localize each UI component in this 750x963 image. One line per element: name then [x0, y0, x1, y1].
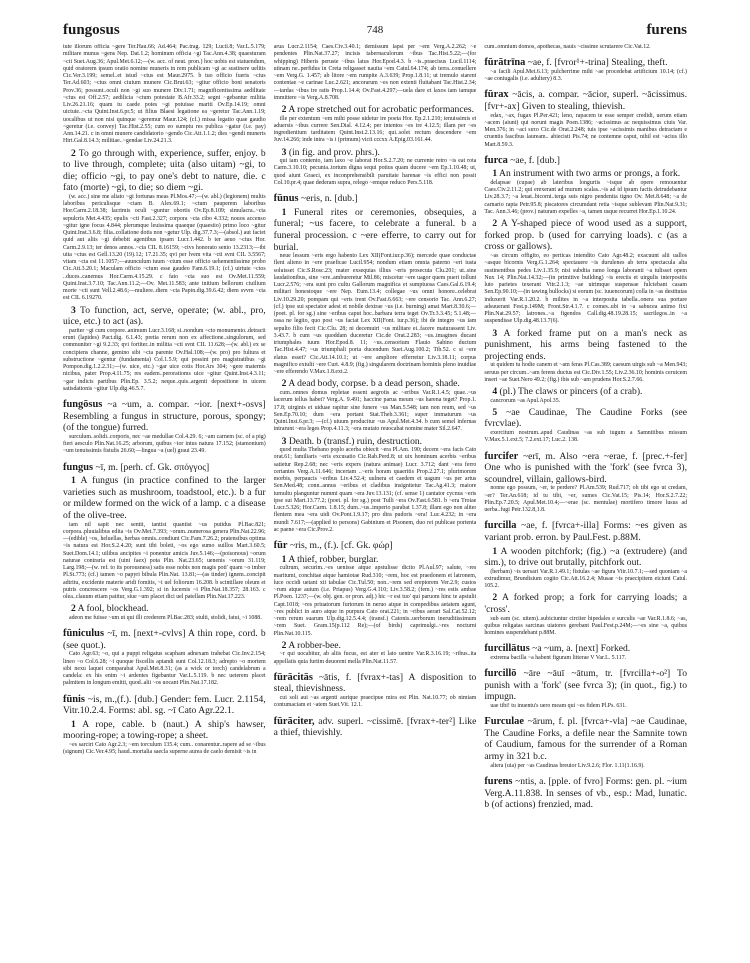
entry-definition: ~erī, m. Also ~era ~erae, f. [prec.+-fer] One who is punished with the 'fork' (see fvrca 3), scoundrel, villain, gallows-bird.: [484, 450, 688, 485]
sense-number: 1: [71, 718, 76, 730]
sense-text: A fool, blockhead.: [77, 603, 149, 615]
citation-block: uae tibi! tu inuentu's uero meam qui ~es fidem Pl.Ps. 631.: [490, 703, 627, 710]
page-number: 748: [366, 24, 384, 36]
headword: furens: [484, 775, 513, 787]
sense-definition: [274, 147, 477, 159]
citation-block: nonne ego possum, ~er, te perdere? Pl.Am.539; Rud.717; oh tibi ego ut credam, ~er? Ter.An.618; id tu tibi, ~er, sumes Cic.Vat.15; Pis.14; Hor.S.2.7.22; Plin.Ep.7.20.5; Apul.Met.10.4;—~erae (sc. mentulae) mortifero timore lusus ad uerba..fugi Petr.132.8,1.8.: [484, 485, 688, 514]
citation-block: altera (uia) per ~as Caudinas breuior Liv.9.2.6; Flor. 1.11(1.16.9).: [490, 762, 645, 769]
sense-definition: [484, 386, 687, 398]
sense-number: 1: [281, 553, 287, 565]
sense-number: 2: [71, 603, 76, 615]
entry-header: [274, 540, 477, 552]
sense-definition: [63, 305, 266, 328]
left-guide-word: fungosus: [63, 22, 120, 38]
citation-block: (herbam) ~is uersari Var.R.1.49.1; fistulas ~ae figura Vitr.10.7.1;—sed quoniam ~a extrudimur, Brundisium cogito Cic.Att.16.2.4; Musae ~is praecipitem eiciunt Catul. 105.2.: [484, 568, 688, 590]
entry-header: [274, 193, 477, 205]
sense-number: 2: [492, 592, 498, 604]
right-guide-word: furens: [646, 22, 687, 38]
dictionary-entry: [274, 672, 477, 695]
sense-definition: [63, 603, 266, 615]
headword: fūr: [273, 540, 288, 552]
sense-number: 2: [71, 147, 76, 159]
sense-definition: [484, 168, 687, 180]
sense-definition: [63, 719, 266, 742]
citation-block: delapsae (cupae) ab lateribus longuriis ~isque ab opere remouentur Caes.Civ.2.11.2; qui erexerant ad murum scalas..~is ad id ipsum factis detrudebantur Liv.28.3.7; ~a leuat..bicorni..terga suis nigro pendentia tigno Ov. Met.8.648; ~a de carnario rapta Petr.95.8; piscatores circumdant retia ~isque sublevant Plin.Nat.9.31; Tac. Ann.3.46; (prov.) naturam expelles ~a, tamen usque recurret Hor.Ep.1.10.24.: [484, 179, 688, 215]
citation-block: ~es sarciri Cato Agr.2.3; ~em torculum 135.4; cum.. conarentur..rapere ad se ~ibus (signum) Cic.Ver.4.95; haud..mortalia saecla superne aurea de caelo demisit ~is in: [63, 741, 266, 756]
sense-number: 2: [281, 639, 287, 651]
sense-definition: [274, 554, 477, 566]
headword: Furculae: [484, 716, 524, 728]
sense-text: A Y-shaped piece of wood used as a support, forked prop. b (used for carrying loads). c (as a cross or gallows).: [484, 218, 688, 253]
dictionary-entry: [274, 540, 477, 552]
headword: fūnus: [273, 193, 299, 205]
entry-definition: ~ācis, a. compar. ~ācior, superl. ~ācissimus. [fvr+-ax] Given to stealing, thievish.: [484, 89, 688, 112]
dictionary-entry: [274, 193, 477, 205]
headword: fūnis: [63, 693, 85, 705]
sense-text: A robber-bee.: [288, 639, 341, 651]
sense-definition: [274, 207, 477, 253]
sense-text: A rope, cable. b (naut.) A ship's hawser, mooring-rope; a towing-rope; a sheet.: [63, 718, 266, 742]
dictionary-columns: [63, 44, 687, 811]
sense-text: A fungus (in practice confined to the larger varieties such as mushroom, toadstool, etc.). b a fur or mildew formed on the wick of a lamp. c a disease of the olive-tree.: [63, 475, 266, 521]
sense-definition: [274, 104, 477, 116]
entry-definition: ~ris, m., (f.). [cf. Gk. φώρ]: [289, 540, 393, 552]
entry-header: [484, 776, 687, 811]
entry-definition: ~ātis, f. [fvrax+-tas] A disposition to steal, thievishness.: [273, 671, 477, 695]
dictionary-entry: [484, 520, 687, 543]
citation-block: edax, ~ax, fugax Pl.Per.421; leno, rapacem te esse semper credidi, uerum etiam ~acem (aiunt) qui norunt magis Poen.1386; ~acissimus ac nequissimus ciuis Var. Men.376; in ~aci suτο Cic.de Orat.2.248; tuis ipse ~acissimis manibus detractam e cruentis fascibus lauream.. abiecisti Pis.74; ne contemne caput, nihil est ~acius illo Mart.8.59.3.: [484, 112, 688, 148]
headword: furcillō: [484, 668, 517, 680]
entry-definition: ~eris, n. [dub.]: [300, 193, 358, 205]
sense-text: A rope stretched out for acrobatic performances.: [288, 104, 475, 115]
entry-header: [274, 716, 477, 739]
dictionary-entry: [484, 89, 687, 112]
dictionary-entry: [484, 451, 687, 486]
sense-text: A wooden pitchfork; (fig.) ~a (extrudere) (and sim.), to drive out brutally, pitchfork out.: [484, 545, 688, 569]
dictionary-entry: [63, 399, 266, 434]
headword: fūrātrīna: [484, 57, 526, 69]
entry-header: [484, 643, 687, 655]
sense-text: To go through with, experience, suffer, enjoy. b to live through, complete; uita (also uitam) ~gi, to die; officio ~gi, to pay one's debt to nature, die. c fato (morte) ~gi, to die; so diem ~gi.: [63, 147, 266, 194]
citation-block: adeon me fuisse ~um ut qui illi crederem Pl.Bac.283; stulti, stolidi, fatui, ~i 1088.: [69, 614, 262, 621]
entry-header: [484, 668, 687, 703]
sense-text: (pl.) The claws or pincers (of a crab).: [499, 386, 643, 398]
column-right: [484, 44, 687, 811]
citation-block: extrema bacilla ~a habent figuram litterae V Var.L. 5.117.: [490, 655, 627, 661]
citation-block: surculum..solidi..corporis, nec ~ae medullae Col.4.29. 6; ~am carnem (sc. of a pig) fieri aesculo Plin.Nat.16.25; arborum, quibus ~ior intus natura 17.152; (stamonium) ~um tenuissimis fistulis 26.60;—lingua ~a (uel) graui 23.49.: [63, 433, 266, 455]
entry-header: [484, 451, 687, 486]
sense-definition: [484, 546, 687, 569]
entry-header: [274, 672, 477, 695]
sense-definition: [484, 407, 687, 430]
citation-block: qui iam contento, iam laxo ~e laborat Hor.S.2.7.20; ne currente retro ~is eat rota Carm.3.10.10; pecunia..tortum digna sequi potius quam ducere ~em Ep.1.10.48; ut, quod aiunt Graeci, ex inconprehensibili paruitate harenae ~is effici non possit Col.10.pr.4; quae dederam supra, relego ~emque reduco Pers.5.118.: [273, 158, 477, 186]
citation-block: ~r qui uocabitur, ab aliis fucus, est ater et lato uentre Var.R.3.16.19; ~ribus..ita appellatis quia furtim deuorent mella Plin.Nat.11.57.: [273, 651, 477, 665]
sense-definition: [484, 218, 687, 253]
entry-definition: adv. superl. ~cissimē. [fvrax+-ter²] Like a thief, thievishly.: [273, 715, 477, 739]
sense-number: 3: [281, 435, 287, 447]
citation-block: cum..omnium domos, apothecas, nauis ~cissime scrutarere Cic.Vat.12.: [484, 44, 651, 50]
sense-number: 3: [281, 146, 287, 158]
entry-definition: ~is, m.,(f.). [dub.] Gender: fem. Lucr. 2.1154, Vitr.10.2.4. Forms: abl. sg. ~ī Cato Agr.22.1.: [63, 693, 266, 717]
sense-number: 3: [71, 304, 76, 316]
dictionary-entry: [63, 462, 266, 474]
entry-definition: ~a ~um, a. compar. ~ior. [next+-osvs] Resembling a fungus in structure, porous, spongy; (of the tongue) furred.: [63, 399, 266, 434]
sense-definition: [274, 378, 477, 390]
running-head: [0, 22, 750, 46]
headword: fūrax: [484, 89, 509, 101]
citation-block: ut quidem tu hodie canem et ~am feras Pl.Cas.389; caesum uirgis sub ~a Men.943; seruus per circum..~am ferens ductus est Cic.Div.1.55; Liv.2.36.10; hominis ceruicem inseri ~ae Suet.Nero 49.2; (fig.) ibis sub ~am prudens Hor.S.2.7.66.: [484, 362, 688, 383]
entry-header: [63, 628, 266, 651]
sense-definition: [63, 475, 266, 521]
citation-block: arua Lucr.2.1154; Caes.Civ.3.40.1; demissum lapsi per ~em Verg.A.2.262; ~e pendentes Plin.Nat.37.27; incisis tabernaculorum ~ibus Tac.Hist.5.22;—(for whipping) Hiberis peruste ~ibus latus Hor.Epod.4.3. b ~is..praecisus Lucil.1114; utinam ne..perfidus in Creta religasset nauita ~em Catul.64.174; ab terra..conuellere ~em Verg.G. 1.457; ab litore ~em rumpite A.3.639; Prop.1.8.11; ut tremulo starent contentae ~e carinae Luc.2.621; ancorarum ~es non extenti fluitabant Tac.Hist.2.34;—tardas ~ibus ire ratis Prop.1.14.4; Ov.Fast.4.297;—uela dare et laxos iam iamque immittere ~is Verg.A.8.708.: [273, 44, 477, 101]
citation-block: cancrorum ~as Apul.Apol.35.: [490, 397, 561, 404]
entry-definition: ~ī, m. [perh. cf. Gk. σπόγγος]: [95, 461, 210, 473]
sense-number: 1: [71, 475, 76, 487]
sense-definition: [274, 640, 477, 652]
entry-definition: ~ae, f. [dub.]: [510, 154, 560, 166]
sense-definition: [484, 592, 687, 615]
dictionary-entry: [484, 716, 687, 762]
citation-block: cui soli aui ~as argenti aurique praecipue mira est Plin. Nat.10.77; ob nimiam contumaciam et ~atem Suet.Vit. 12.1.: [273, 695, 477, 709]
entry-header: [484, 716, 687, 762]
sense-definition: [63, 148, 266, 194]
column-middle: [274, 44, 477, 811]
dictionary-entry: [484, 668, 687, 703]
citation-block: ~a facili Apul.Met.6.13; pulcherrime mihi ~ae procedebat artificium 10.14; (cf.) ~ae coniugalis (i.e. adultery) 8.3.: [484, 68, 688, 83]
sense-text: Death. b (transf.) ruin, destruction.: [288, 435, 423, 447]
sense-text: Funeral rites or ceremonies, obsequies, a funeral; ~us facere, to celebrate a funeral. b a funeral procession. c ~ere efferre, to carry out for burial.: [273, 206, 477, 253]
headword: furcilla: [484, 520, 517, 532]
sense-text: A forked frame put on a man's neck as punishment, his arms being fastened to the projecting ends.: [484, 327, 688, 362]
headword: fūrāciter,: [273, 715, 315, 727]
entry-header: [63, 399, 266, 434]
citation-block: ille per extentum ~em mihi posse uidetur ire poeta Hor. Ep.2.1.210; tenuissimis et aduersis ~ibus currere Sen.Dial. 4.12.4; per intentos ~es ire 4.12.5; illam per ~es ingredientium tarditatem Quint.Inst.2.13.16; qui..solet rectum descendere ~em Juv.14.266; inde intra ~is i (primum) vicit cccxx A.Epig.03.161.44.: [273, 115, 477, 144]
entry-definition: ~ārum, f. pl. [fvrca+-vla] ~ae Caudinae, The Caudine Forks, a defile near the Samnite town of Caudium, famous for the surrender of a Roman army in 321 b.c.: [484, 716, 688, 763]
headword: fūniculus: [63, 628, 105, 640]
sense-number: 5: [492, 406, 498, 418]
sense-number: 1: [492, 168, 498, 180]
entry-definition: ~ntis, a. [pple. of fvro] Forms: gen. pl. ~ium Verg.A.11.838. In senses of vb., esp.: Mad, lunatic. b (of actions) frenzied, mad.: [484, 775, 688, 811]
sense-definition: [484, 328, 687, 363]
citation-block: ~as circum offigito, eo perticas intendito Cato Agr.48.2; exacuunt alii uallos ~asque bicornis Verg.G.1.264; spectauere ~is durulenes ab terra spectacula alta sustinentibus pedes Liv.1.35.9; nisi subdita ramo longa laboranti ~a tulisset opem Nux 14; Plin.Nat.14.32;—(in primitive building) ~is erectis et uirgulis interpositis luto parietes texerant Vitr.2.1.3; ~ae utrimque suspensae fulciebant casam Sen.Ep.90.10;—(in tawing bullocks) si eorum (sc. iuuencorum) colla in ~as destitutas induxerit Var.R.1.20.2. b milites in ~a interposita tabella..onera sua portare adsuuerant Fest.p.149M; Front.Str.4.1.7. c comes..ubi in ~a sabucea animo fixi Plin.Nat.29.57; latrones..~a figendos Call.dig.48.19.28.15; sacrilegos..in ~a suspendisse Ulp.dig.48.13.7(6).: [484, 253, 688, 325]
headword: furcillātus: [484, 643, 530, 655]
entry-definition: ~āre ~āuī ~ātum, tr. [fvrcilla+-o²] To punish with a 'fork' (see fvrca 3); (in quot., fig.) to impugn.: [484, 668, 688, 703]
sense-number: 3: [492, 327, 498, 339]
column-left: [63, 44, 266, 811]
sense-number: 2: [281, 378, 287, 390]
citation-block: iam nil sapit nec sentit, tantist quantist ~us putidus Pl.Bac.821; corpora..pluuialibus edita ~is Ov.Met.7.393; ~orum..numerosa genera Plin.Nat.22.96;—(edible) ~os, heluellas, herbas omnis..condiunt Cic.Fam.7.26.2; pratensibus optima ~is natura est Hor.S.2.4.20; sunt tibi boleti, ~os ego sumo suillos Mart.3.60.5; Suet.Dom.14.1; uilibus ancipites ~i ponentur amicis Juv.5.146;—(poisonous) ~orum naturae contraria est (uini faex) pota Plin. Nat.23.65; uenenis ~orum 31.119; Larg.198;—(w. ref. to its porousness) satis esse nobis non magis poti' quam ~o imber Pl.St.773; (cf.) tamen ~o papyri bibula Plin.Nat. 13.81;—(as tinder) ignem..concipit adtritu, excidente materie aridi fomitis, ~i uel foliorum 16.208. b scintillare oleum et putris concrescere ~os Verg.G.1.392; si in lucernis ~i Plin.Nat.18.357; 28.163. c olea..clauum etiam patitur, siue ~um placet dici uel patellam Plin.Nat.17.223.: [63, 521, 266, 601]
sense-text: To function, act, serve, operate; (w. abl., pro, uice, etc.) to act (as).: [63, 304, 266, 328]
headword: furcifer: [484, 450, 519, 462]
dictionary-entry: [63, 694, 266, 717]
citation-block: (w. acc.) sine me aliato ~gi fortunas meas Pl.Mos.47;—(w. abl.) (legionem) multis laboribus periculisque ~ctam B. Alex.69.1; ~ctum pauperem laboribus Hor.Carm.2.18.38; lacrimis oculi ~guntur obortis Ov.Ep.8.109; simulacra..~cta sepulcris Met.4.435; epulis ~cti Fast.2.327; corpora ~cta cibo 4.332; nouos accenso ~gitur igne focus 4.844; plerumque leuissima quaeque (quaestio) primo loco ~gitur Quint.Inst.3.6.8; filia..collatione dotis non ~getur Ulp. dig.37.7.3;—(absol.) aut faciet quid aut aliis ~gi debebit agentibus ipsam Lucr.1.442. b ter aeuo ~ctus Hor. Carm.2.9.13; ter denos annos..~cta CIL 8.16159; ~ctvs honorato senio 13.2313;—ibi uita ~ctus est Gell.13.20 (19).12; 17.21.35; qvi per lvem vita ~cti svnt CIL 3.5567; vitam ~cta est 11.1057;—auunculum tuum ~ctum esse officio uehementissime probo Cic.Att.3.20.1; Maculam officio ~ctum esse gaudeo Fam.6.19.1; (cf.) uirtute ~ctos ..duces..canemus Hor.Carm.4.15.29. c fato ~cta suo est Ov.Met.11.559; Quint.Inst.3.7.10; Tac.Ann.11.2;—Ov. Met.11.583; ante initium bellorum ciuilium morte ~cti sunt Vell.2.48.6;—muliere..diem ~cta Papin.dig.39.6.42; diem svvm ~cta est CIL 6.19270.: [63, 193, 266, 302]
headword: fūrācitās: [273, 671, 313, 683]
citation-block: neue lessum ~eris ergo habento Lex XII(Font.iur.p.36); mercede quae conductae flent alieno in ~ere praeficae Lucil.954; nondum etiam omnia paterno ~eri iusta soluisset Cic.S.Rosc.23; mater exsequias illius ~eris prosecuta Clu.201; ut..sine laudationibus, sine ~ere..ambureretur Mil.86; miscetur ~ere uagor quem pueri tollunt Lucr.2.576; ~era sunt pro cultu Gallorum magnifica et sumptuosa Caes.Gal.6.19.4; militari honestoque ~ere Nep. Eum.13.4; collegae ~us omni honore..celebrat Liv.10.29.20; pompam qui ~eris irent Ov.Fast.6.663; ~ere censorio Tac. Ann.6.27; (cf.) ipse sui spectator adest et nobile dextrae ~us (i.e. burning) amat Mart.8.30.6;—(poet. pl. for sg.) sine ~eribus caput hoc..barbara terra teget Ov.Tr.3.3.45; 5.1.48;—ossa ne legito, quo post ~us faciat Lex XII(Font. iur.p.36); ibi de integro ~us iam sepulto filio fecit Cic.Clu. 28; ni decemuiri ~us militare ei..facere maturassent Liv. 3.43.7. b cum ~us quoddam duceretur Cic.de Orat.2.283; ~us..imagines ducant triumphales tuum Hor.Epod.8. 11; ~us..censorium Flauio Sabino ductum Tac.Hist.4.47; ~us triumphali porta ducendum Suet.Aug.100.2; Tib.52. c si ~ere elatus esset? Cic.Att.14.10.1; ut ~ere ampliore efferretur Liv.3.18.11; corpus magnifico extulit ~ere Curt. 4.8.9; (fig.) singularem doctrinam hominis pleno inuidiae ~ere efferendo V.Max.1.8.ext.2.: [273, 253, 477, 376]
dictionary-entry: [63, 628, 266, 651]
dictionary-entry: [484, 155, 687, 167]
sense-number: 2: [492, 218, 498, 230]
entry-definition: ~ae, f. [fvror¹+-trina] Stealing, theft.: [527, 57, 668, 69]
entry-header: [484, 89, 687, 112]
sense-number: 2: [281, 104, 287, 115]
dictionary-entry: [484, 643, 687, 655]
citation-block: pariter ~gi cum corpore..animum Lucr.3.168; si..nondum ~cto monumento..detracti erunt (lapides) Pact.dig. 6.1.43; pretia rerum non ex affectione..singulorum, sed communiter ~gi 9.2.33; qvi fortiter..in militia ~cti svnt CIL 11.628;—(w. abl.) ex se concipiens channe, gemino sibi ~cta parente Ov.Hal.108;—(w. pro) pro fultura et substructione ~gentur (fundamenta) Col.1.5.9; qui possint pro magistratibus ~gi Pompon.dig.1.2.2.31;—(w. uice, etc.) ~gar uice cotis Hor.Ars 304; ~gere maternis nicibus, pater Prop.4.11.75; res eadem..peroratioms uice ~gitur Quint.Inst.4.3.11; ~gar indicis partibus Plin.Ep. 3.5.2; neque..quis..argenti depositione in uicem satisdationis ~gitur Ulp.dig.46.5.7.: [63, 327, 266, 392]
entry-header: [484, 57, 687, 69]
entry-header: [484, 155, 687, 167]
citation-block: tute illorum officia ~gere Ter.Hau.66; Ad.464; Pac.trag. 129; Lucil.8; Var.L.5.179; militare munus ~gens Nep. Dat.1.2; hominum officia ~gi Tac.Ann.4.38; quaesturam ~cti Suet.Aug.36; Apul.Met.6.12;—(w. acc. of neut. pron.) hoc uobis est statuendum, quid oratorem ipsum oratio nomine muneris in rem publicam ~gi ac sustinere uelitis Cic.Ver.3.199; semel..et istud ~ctus est Maur.2975. b tuo officio fueris ~ctus Ter.Ad.603; ~ctus omni ciuium munere Cic.Brut.63; ~gitur officio boni senatoris Prov.36; possunt..oculi non ~gi suo munere Div.1.71; magnificentissima aedilitate ~ctus est Off.2.57; aedilicia ~ctum potestate B.Afr.33.2; segni ~gebantur militia Liv.26.21.16; quam tu caede potes ~gi potuisse mariti Ov.Ep.14.19; omni uictute..~cta Quint.Inst.6.pr.5; ut filius Blaesi legatione ea ~geretur Tac.Ann.1.19; uocalibus ut non nisi quinque ~geremur Maur.124; (cf.) missa legatio quae gaudio ~geretur (i.e. convey) Tac.Hist.2.55; cum eo sumptu res publica ~gatur (i.e. pay) Ann.14.21. c in omni munere candidatorio ~gendo Cic.Att.1.1.2; dies ~gendi muneris Hirt.Gal.8.14.3; militiae..~gendae Liv.24.21.3.: [63, 44, 266, 145]
sense-text: An instrument with two arms or prongs, a fork.: [499, 168, 681, 180]
sense-text: A forked prop; a fork for carrying loads; a 'cross'.: [484, 592, 688, 616]
entry-header: [63, 694, 266, 717]
dictionary-entry: [274, 716, 477, 739]
citation-block: sub eam (sc. uitem)..subiciuntur circiter bipedales e surculis ~ae Var.R.1.8.6; ~as, quibus religatas sarcinas uiatores gerebant Paul.Fest.p.24M;—~es sine ~a, quibus homines suspendebant p.88M.: [484, 615, 688, 637]
sense-text: A thief, robber, burglar.: [288, 553, 379, 565]
citation-block: Cato Agr.63; ~o, qui a puppi religatus scapham adnexam trahebat Cic.Inv.2.154; lineo ~o Col.6.28; ~i quoque fiscellis aptandi sunt Col.12.18.3; adrepto ~o mortem sibi nexu laquei comparabat Apul.Met.8.31; (as a wick or torch) candelabrum a candela: ex his enim ~i ardentes figebantur Var.L.5.119. b nec ueterem placet palmitem in longum emitti, quod..alii ~os uocant Plin.Nat.17.182.: [63, 651, 266, 687]
dictionary-entry: [484, 57, 687, 69]
entry-definition: ~a ~um, a. [next] Forked.: [532, 643, 631, 655]
headword: fungōsus: [63, 399, 103, 411]
headword: furca: [484, 154, 508, 166]
citation-block: exercitum nostrum..apud Caudinas ~as sub iugum a Samnitibus missum V.Max.5.1.ext.5; 7.2.ext.17; Luc.2. 138.: [484, 430, 688, 444]
dictionary-entry: [484, 776, 687, 811]
headword: fungus: [63, 461, 94, 473]
sense-text: ~ae Caudinae, The Caudine Forks (see fvrcvlae).: [484, 406, 688, 430]
sense-number: 4: [492, 386, 498, 398]
entry-definition: ~ī, m. [next+-cvlvs] A thin rope, cord. b (see quot.).: [63, 628, 266, 651]
citation-block: quod multa Thebano poplo acerba obiecit ~era Pl.Am. 190; decem ~era facis Cato orat.61; familiaris ~eris excusatio Cic.Rab.Perd.8; ut uix hominum acerbis ~eribus satietur Rep.2.68; nec ~eris expers (natura animae) Lucr. 3.712; dant ~era ferro certantes Verg.A.11.646; incertam ..~eris horam quaeritis Prop.2.27.1; plurimorum morbis, perpaucis ~eribus Liv.4.52.4; uulnera et caedem et uagum ~us per artus Sen.Med.48; conn..annus ~eribus et cladibus insignitetur Tac.Ag.41.3; maiore tumultu planguntur nummi quam ~era Juv.13.131; (cf. sense 1) cantator cycnus ~eris ipse sui Mart.13.77.2; (poet. pl. for sg.) post Tulli ~era Ov.Fast.6.581. b ~era Troiae Lucr.5.326; Hor.Carm. 1.8.15; dum..~us..imperio parabat 1.37.8; illam ego non aliter flentem mea ~era uidi Ov.Pont.1.9.17; pro dira pudoris ~era! Luc.4.232; in ~era mundi 7.617;—(applied to persons) Gabinium et Pisonem, duo rei publicae portenta ac paene ~era Cic.Prov.2.: [273, 447, 477, 533]
entry-definition: ~ae, f. [fvrca+-illa] Forms: ~es given as variant prob. erron. by Paul.Fest. p.88M.: [484, 520, 688, 543]
entry-header: [63, 462, 266, 474]
sense-text: (in fig. and prov. phrs.).: [288, 146, 380, 158]
citation-block: cultrum, securim..~es uenisse atque apstulisse dicito Pl.Aul.97; salute, ~res maritumi, conchitae atque hamiotae Rud.310; ~rem, hoc est praedonem et latronem, luce occidi uetant xii tabulae Cic.Tul.50; non..~rem sed ereptorem Ver.2.9; custos ~rum atque auium (i.e. Priapus) Verg.G.4.110; Liv.3.58.2; (fem.) ~res estis ambae Pl.Poen. 1237;—(w. obj. gen. or pron. adj.) hic ~r est tuo' qui paruom hinc te apstulit Capt.1018; ~res priuatorum furtorum in neruo atque in compedibus aetatem agunt, ~res publici in auro atque in purpura Cato orat.221; in ~ribus aerari Sal.Cat.52.12; ~rem rerum suarum Ulp.dig.12.5.4.4; (transf.) Catonis..uerborum ineruditissimum ~rem Suet. Gram.15(p.112 Re);—(of birds) caprimulgi..~res nocturni Plin.Nat.10.115.: [273, 565, 477, 637]
sense-text: A dead body, corpse. b a dead person, shade.: [288, 378, 460, 390]
citation-block: cum..omnes domus repletae essent aegrotis ac ~eribus Var.R.1.4.5; quae..~us lacerum tellus habet? Verg.A. 9.491; haccine parua meum ~us harena teget? Prop.1. 17.8; uirginis et uiduae rapitur sine funere ~us Man.5.548; iam non reum, sed ~us Sen.Ep.70.10; dum ~era portant Stat.Theb.3.361; super immaturum ~us Quint.Inst.6.pr.3; —(cf.) uiuum producitur ~us Apul.Met.4.34. b cum semel infernas intrarunt ~era leges Prop.4.11.3; ~era mutato reuocabat nomine mater Sil.2.647.: [273, 390, 477, 433]
sense-number: 1: [492, 545, 498, 557]
entry-header: [484, 520, 687, 543]
sense-definition: [274, 436, 477, 448]
sense-number: 1: [281, 206, 287, 218]
